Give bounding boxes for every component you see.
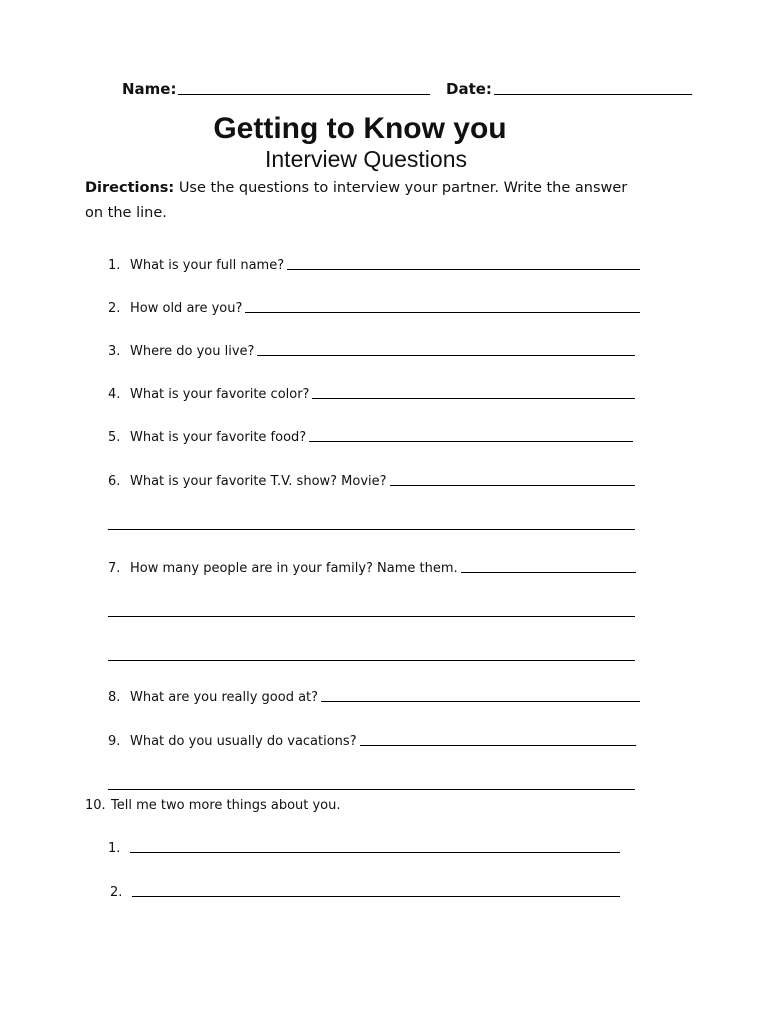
question-text: Tell me two more things about you. [111,798,341,813]
question-number: 3. [108,344,121,359]
question-row [108,298,640,316]
date-label: Date: [446,80,492,98]
answer-line [309,441,633,442]
answer-line [321,701,640,702]
answer-line [360,745,636,746]
question-text: What do you usually do vacations? [130,734,357,749]
name-field [122,78,430,98]
question-number: 2. [108,301,121,316]
question-row [108,427,633,445]
name-answer-line [178,94,430,95]
directions-label: Directions: [85,180,175,196]
question-text: What is your favorite color? [130,387,310,402]
question-number: 1. [108,258,121,273]
question-number: 8. [108,690,121,705]
question-number: 7. [108,561,121,576]
question-text: Where do you live? [130,344,255,359]
answer-line [461,572,636,573]
directions-text-1: Use the questions to interview your partner. Write the answer [178,180,628,196]
question-row [108,384,635,402]
item-number: 1. [108,841,121,856]
directions-line-1 [85,180,627,196]
question-row [108,558,636,576]
question-text: What is your favorite T.V. show? Movie? [130,474,387,489]
name-label: Name: [122,80,177,98]
question-text: What are you really good at? [130,690,319,705]
question-text: What is your favorite food? [130,430,307,445]
question-number: 6. [108,474,121,489]
answer-line [132,896,620,897]
directions-line-2 [85,205,167,221]
extra-answer-line [108,789,635,790]
question-row [108,341,635,359]
question-text: What is your full name? [130,258,285,273]
worksheet-subtitle: Interview Questions [265,146,467,172]
final-item-row [108,838,620,856]
question-number: 5. [108,430,121,445]
answer-line [390,485,635,486]
item-number: 2. [110,885,123,900]
question-row [108,471,635,489]
final-item-row [110,882,620,900]
final-question-row [85,795,485,813]
date-answer-line [494,94,692,95]
question-number: 10. [85,798,106,813]
question-text: How many people are in your family? Name them. [130,561,458,576]
extra-answer-line [108,660,635,661]
answer-line [245,312,640,313]
extra-answer-line [108,529,635,530]
question-number: 9. [108,734,121,749]
question-text: How old are you? [130,301,243,316]
question-row [108,687,640,705]
answer-line [257,355,635,356]
answer-line [130,852,620,853]
date-field [446,78,692,98]
extra-answer-line [108,616,635,617]
answer-line [287,269,640,270]
question-row [108,255,640,273]
directions-text-2: on the line. [85,205,167,221]
question-row [108,731,636,749]
answer-line [312,398,635,399]
worksheet-title: Getting to Know you [213,112,507,145]
question-number: 4. [108,387,121,402]
